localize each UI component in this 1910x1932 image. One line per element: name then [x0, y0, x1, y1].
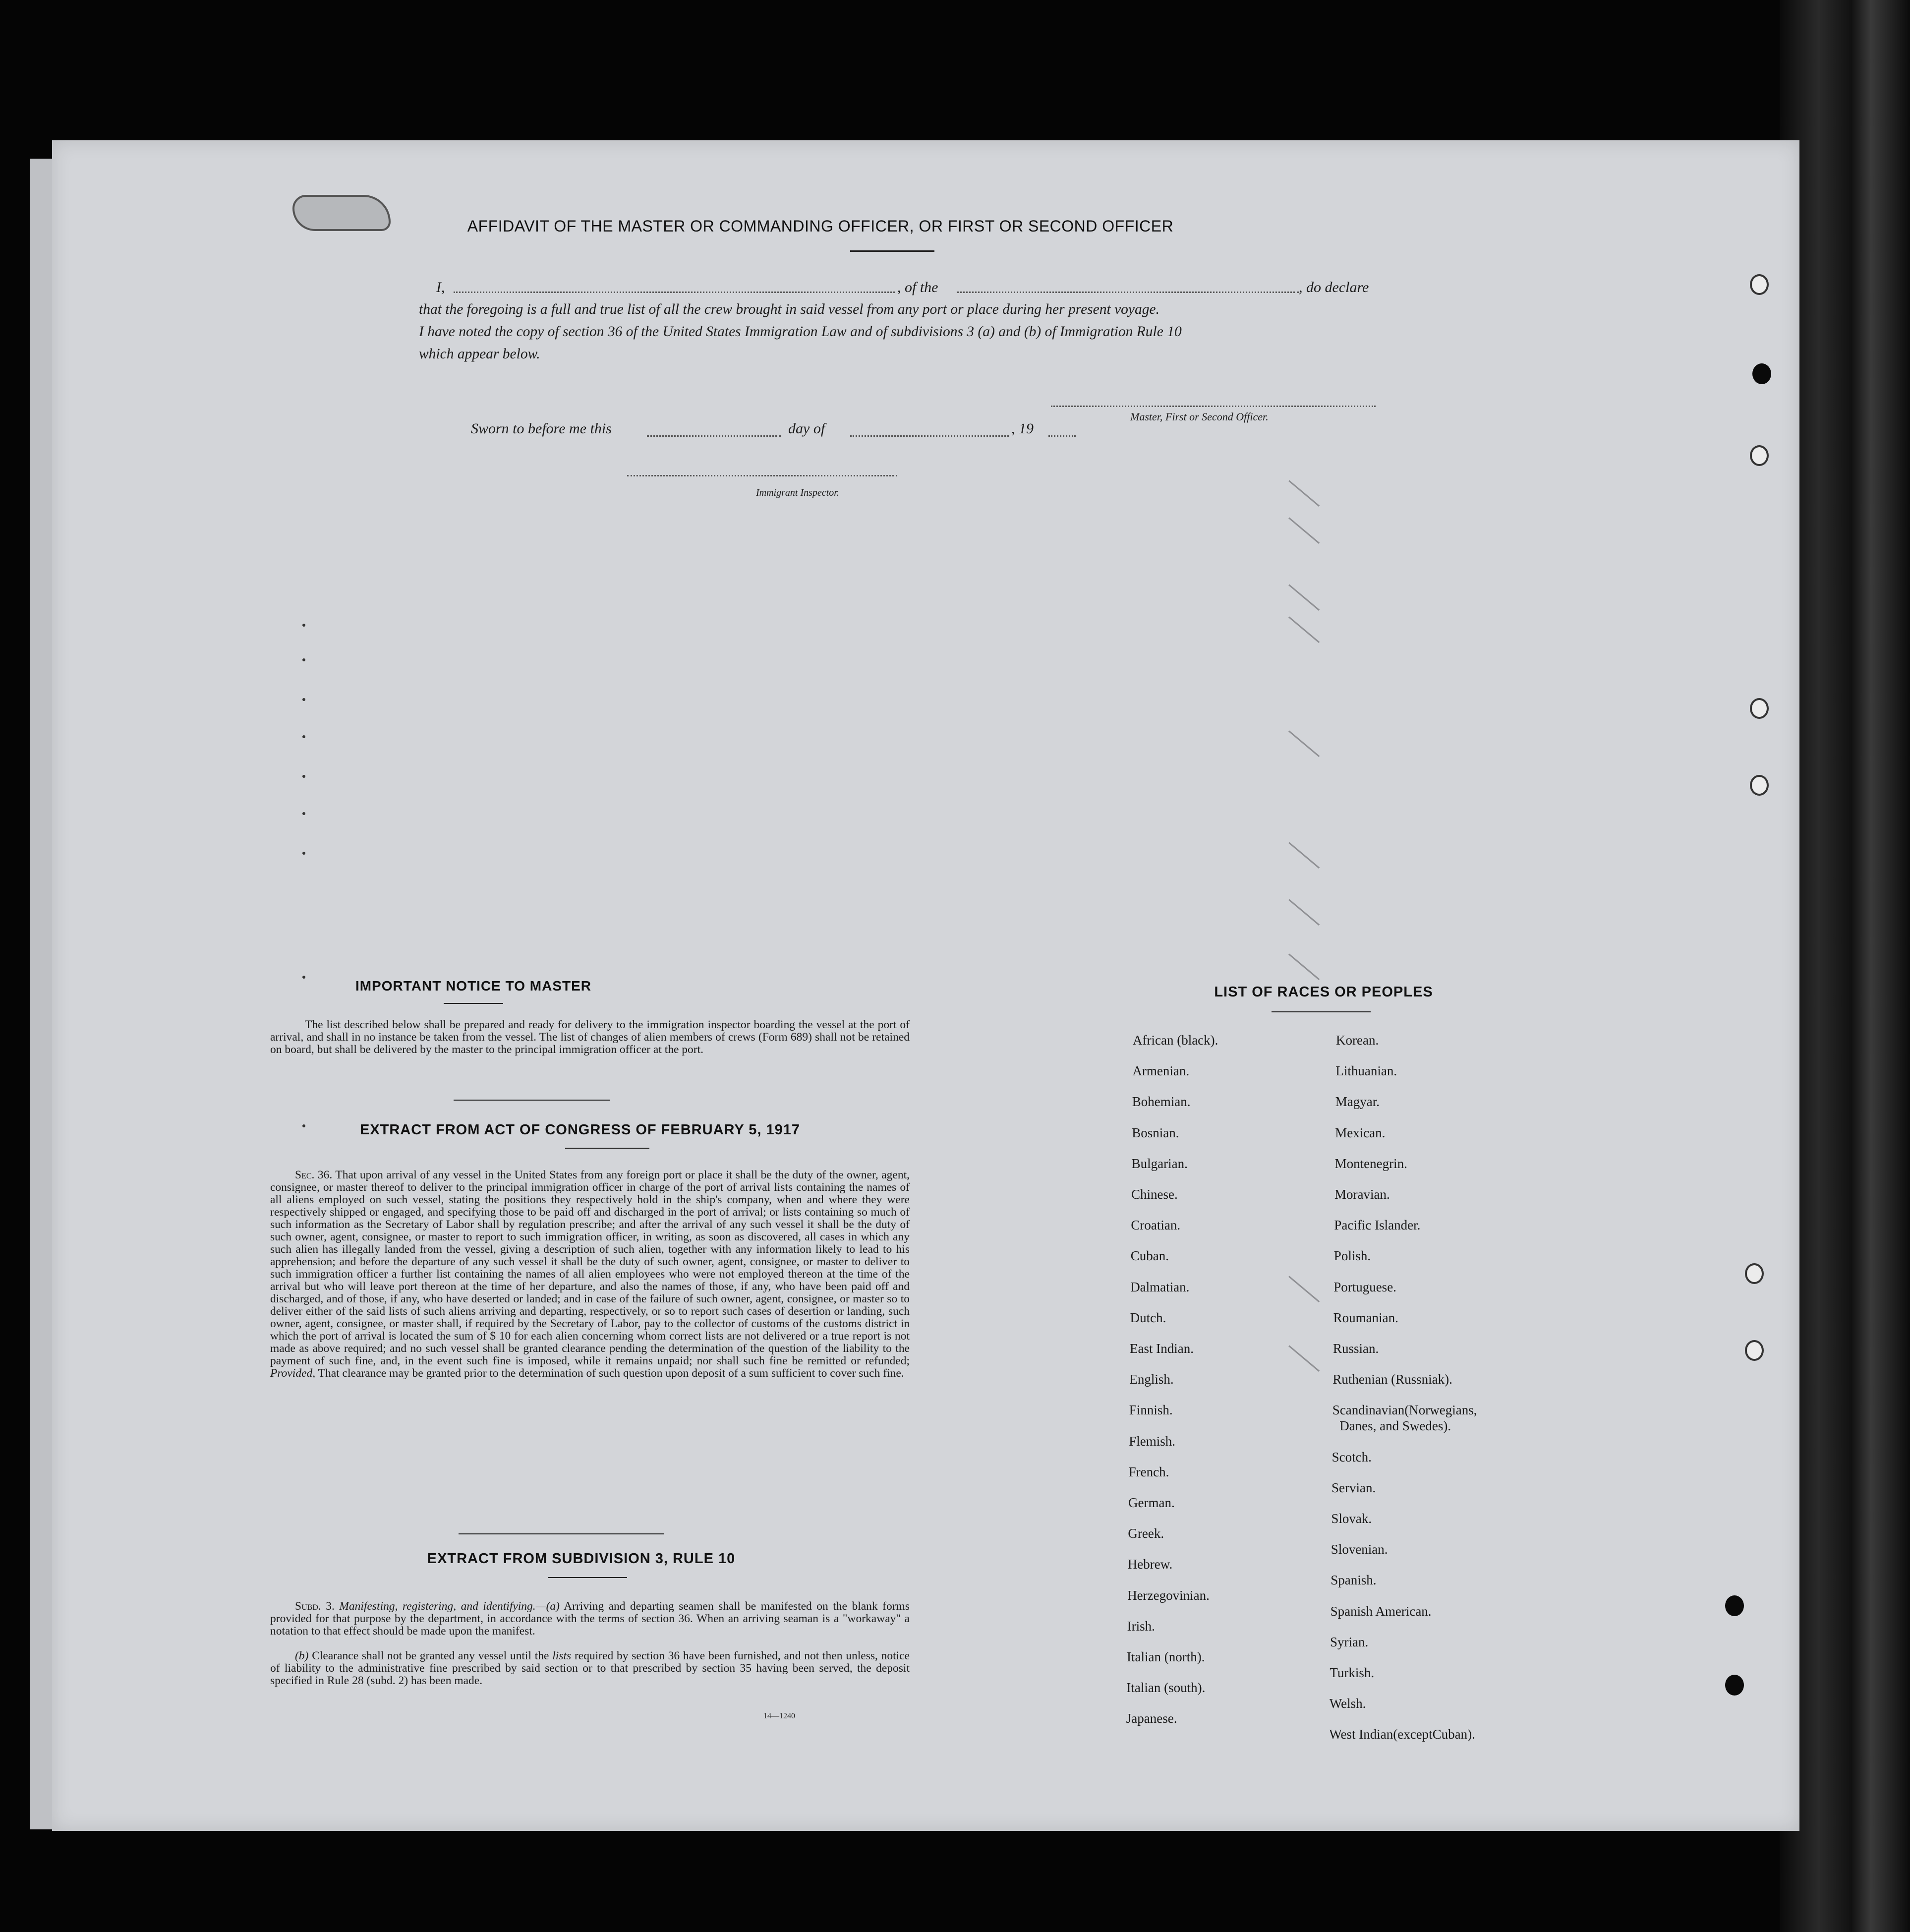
- rule10-b-text-2: required by section 36 have been furnished, and not then unless, notice of liability to the administrative fine prescribed by said section or to that prescribed by section 35 having been served, the deposit specified in Rule 28 (subd. 2) has been made.: [270, 1649, 910, 1687]
- margin-dot: [302, 735, 305, 738]
- race-item: Roumanian.: [1333, 1310, 1398, 1325]
- act-title: EXTRACT FROM ACT OF CONGRESS OF FEBRUARY 5, 1917: [359, 1122, 801, 1138]
- master-name-field[interactable]: [454, 292, 895, 293]
- race-item: Lithuanian.: [1335, 1063, 1397, 1079]
- rule10-subd-title: Manifesting, registering, and identifying.: [339, 1600, 536, 1613]
- affidavit-line1-i: I,: [436, 279, 445, 295]
- race-item: Korean.: [1336, 1033, 1379, 1048]
- check-mark: [1288, 953, 1320, 980]
- affidavit-line2: that the foregoing is a full and true list of all the crew brought in said vessel from any port or place during her present voyage.: [419, 301, 1159, 317]
- binder-hole: [1752, 363, 1771, 384]
- races-title: LIST OF RACES OR PEOPLES: [1214, 984, 1433, 1000]
- race-item: Italian (south).: [1126, 1680, 1206, 1696]
- check-mark: [1288, 517, 1320, 544]
- margin-dot: [302, 658, 305, 661]
- affidavit-line4: which appear below.: [419, 346, 540, 362]
- race-item: Dutch.: [1130, 1310, 1166, 1325]
- race-item: Syrian.: [1330, 1634, 1369, 1649]
- margin-dot: [302, 976, 305, 979]
- affidavit-line1-of-the: , of the: [897, 279, 938, 295]
- rule10-title-rule: [548, 1577, 627, 1578]
- race-item: Mexican.: [1335, 1125, 1386, 1140]
- binder-hole: [1745, 1263, 1764, 1284]
- race-item: Herzegovinian.: [1127, 1587, 1210, 1603]
- sworn-year-field[interactable]: [1048, 435, 1076, 437]
- act-body: [270, 1169, 910, 1380]
- race-item: Slovenian.: [1331, 1542, 1388, 1557]
- race-item: Ruthenian (Russniak).: [1332, 1372, 1452, 1387]
- margin-dot: [302, 852, 305, 855]
- act-title-rule: [565, 1148, 649, 1149]
- race-item: English.: [1129, 1372, 1174, 1387]
- rule10-subd-b: [270, 1650, 910, 1687]
- binder-hole: [1750, 445, 1769, 466]
- rule10-subd-label: Subd. 3.: [295, 1600, 335, 1613]
- check-mark: [1288, 842, 1320, 869]
- race-item: Armenian.: [1132, 1063, 1190, 1079]
- race-item: Scotch.: [1331, 1449, 1372, 1464]
- race-item: Croatian.: [1131, 1218, 1181, 1233]
- race-item: Russian.: [1333, 1341, 1379, 1356]
- margin-dot: [302, 624, 305, 627]
- document-page: [52, 140, 1799, 1831]
- race-item: Slovak.: [1331, 1511, 1372, 1526]
- check-mark: [1288, 730, 1320, 757]
- act-section-end: That clearance may be granted prior to the determination of such question upon deposit of a sum sufficient to cover such fine.: [318, 1367, 904, 1380]
- race-item: Moravian.: [1334, 1187, 1390, 1202]
- binder-hole: [1725, 1595, 1744, 1616]
- binder-hole: [1750, 775, 1769, 796]
- race-item: Scandinavian(Norwegians,: [1332, 1403, 1477, 1418]
- race-item: Greek.: [1128, 1526, 1164, 1541]
- affidavit-title-rule: [850, 250, 934, 252]
- notice-divider: [454, 1100, 610, 1101]
- day-of-text: day of: [788, 420, 825, 437]
- race-item: Polish.: [1333, 1248, 1371, 1264]
- race-item: Spanish American.: [1330, 1603, 1432, 1619]
- race-item: Turkish.: [1330, 1665, 1375, 1680]
- signature-line[interactable]: [1051, 406, 1376, 407]
- race-item: Japanese.: [1126, 1711, 1177, 1726]
- affidavit-title: AFFIDAVIT OF THE MASTER OR COMMANDING OFFICER, OR FIRST OR SECOND OFFICER: [467, 217, 1174, 235]
- races-title-rule: [1272, 1011, 1371, 1012]
- check-mark: [1288, 1345, 1320, 1372]
- margin-dot: [302, 775, 305, 778]
- race-item: Finnish.: [1129, 1403, 1173, 1418]
- binder-hole: [1725, 1675, 1744, 1696]
- rule10-b-text-1: Clearance shall not be granted any vessel until the: [312, 1649, 549, 1662]
- race-item: Flemish.: [1129, 1433, 1175, 1449]
- rule10-title: EXTRACT FROM SUBDIVISION 3, RULE 10: [427, 1551, 736, 1567]
- race-item: Servian.: [1331, 1480, 1376, 1495]
- binder-hole: [1750, 698, 1769, 719]
- race-item: Portuguese.: [1333, 1279, 1396, 1294]
- binder-hole: [1745, 1340, 1764, 1361]
- act-provided: Provided,: [270, 1367, 316, 1380]
- race-item: Bulgarian.: [1131, 1156, 1188, 1171]
- affidavit-line3: I have noted the copy of section 36 of the United States Immigration Law and of subdivisions 3 (a) and (b) of Immigration Rule 10: [419, 324, 1182, 340]
- race-item: East Indian.: [1130, 1341, 1194, 1356]
- inspector-signature-line[interactable]: [627, 475, 897, 476]
- notice-title: IMPORTANT NOTICE TO MASTER: [355, 978, 592, 994]
- form-number: 14—1240: [763, 1712, 795, 1720]
- rule10-b-label: (b): [295, 1649, 309, 1662]
- race-item: Bosnian.: [1132, 1125, 1179, 1140]
- rule10-a-label: —(a): [535, 1600, 560, 1613]
- sworn-text: Sworn to before me this: [471, 420, 612, 437]
- vessel-name-field[interactable]: [957, 292, 1299, 293]
- race-item: French.: [1128, 1464, 1169, 1479]
- race-item: Welsh.: [1329, 1696, 1366, 1711]
- affidavit-line1-declare: , do declare: [1299, 279, 1369, 295]
- year-text: , 19: [1011, 420, 1034, 437]
- race-item: Irish.: [1127, 1618, 1155, 1634]
- race-item: Spanish.: [1331, 1573, 1377, 1588]
- sworn-day-field[interactable]: [647, 435, 781, 437]
- rule10-b-lists: lists: [552, 1649, 572, 1662]
- inspector-label: Immigrant Inspector.: [756, 487, 839, 498]
- race-item: German.: [1128, 1495, 1175, 1510]
- notice-body: The list described below shall be prepared and ready for delivery to the immigration inspector boarding the vessel at the port of arrival, and shall in no instance be taken from the vessel. The list of changes of alien members of crews (Form 689) shall not be retained on board, but shall be delivered by the master to the principal immigration officer at the port.: [270, 1018, 910, 1056]
- race-item: Magyar.: [1335, 1094, 1380, 1110]
- check-mark: [1288, 899, 1320, 926]
- race-item: African (black).: [1133, 1033, 1218, 1048]
- margin-dot: [302, 812, 305, 815]
- signature-label: Master, First or Second Officer.: [1130, 410, 1269, 423]
- race-item: Bohemian.: [1132, 1094, 1191, 1110]
- margin-dot: [302, 698, 305, 701]
- margin-dot: [302, 1124, 305, 1127]
- sworn-month-field[interactable]: [850, 435, 1009, 437]
- race-item: Cuban.: [1130, 1248, 1169, 1264]
- binder-hole: [1750, 274, 1769, 295]
- act-divider: [459, 1533, 664, 1534]
- act-section-label: Sec. 36.: [295, 1169, 333, 1181]
- race-item: West Indian(exceptCuban).: [1329, 1727, 1475, 1742]
- check-mark: [1288, 616, 1320, 643]
- check-mark: [1288, 480, 1320, 507]
- rule10-subd-a: [270, 1600, 910, 1638]
- race-item: Danes, and Swedes).: [1339, 1418, 1451, 1434]
- race-item: Montenegrin.: [1334, 1156, 1407, 1171]
- stamp-mark: [292, 195, 391, 231]
- race-item: Dalmatian.: [1130, 1279, 1190, 1294]
- rule10-a-text: Arriving and departing seamen shall be manifested on the blank forms provided for that purpose by the department, in accordance with the terms of section 36. When an arriving seaman is a "workaway" a notation to that effect should be made upon the manifest.: [270, 1600, 910, 1638]
- race-item: Pacific Islander.: [1334, 1218, 1421, 1233]
- check-mark: [1288, 584, 1320, 611]
- check-mark: [1288, 1276, 1320, 1302]
- race-item: Hebrew.: [1127, 1557, 1173, 1572]
- notice-title-rule: [444, 1003, 503, 1004]
- act-section-text: That upon arrival of any vessel in the United States from any foreign port or place it shall be the duty of the owner, agent, consignee, or master thereof to deliver to the principal immigration officer in charge of the port of arrival lists containing the names of all aliens employed on such vessel, stating the positions they respectively hold in the ship's company, when and where they were respectively shipped or engaged, and specifying those to be paid off and discharged in the port of arrival; or lists containing so much of such information as the Secretary of Labor shall by regulation prescribe; and after the arrival of any such vessel it shall be the duty of such owner, agent, consignee, or master to report to such immigration officer, in writing, as soon as discovered, all cases in which any such alien has illegally landed from the vessel, giving a description of such alien, together with any information likely to lead to his apprehension; and before the departure of any such vessel it shall be the duty of such owner, agent, consignee, or master to deliver to such immigration officer a further list containing the names of all alien employees who were not employed thereon at the time of the arrival but who will leave port thereon at the time of her departure, and also the names of those, if any, who have been paid off and discharged, and of those, if any, who have deserted or landed; and in case of the failure of such owner, agent, consignee, or master so to deliver either of the said lists of such aliens arriving and departing, respectively, or so to report such cases of desertion or landing, such owner, agent, consignee, or master shall, if required by the Secretary of Labor, pay to the collector of customs of the customs district in which the port of arrival is located the sum of $ 10 for each alien concerning whom correct lists are not delivered or a true report is not made as above required; and no such vessel shall be granted clearance pending the determination of the question of the liability to the payment of such fine, and, in the event such fine is imposed, while it remains unpaid; nor shall such fine be remitted or refunded;: [270, 1169, 910, 1367]
- race-item: Chinese.: [1131, 1187, 1178, 1202]
- race-item: Italian (north).: [1127, 1649, 1205, 1664]
